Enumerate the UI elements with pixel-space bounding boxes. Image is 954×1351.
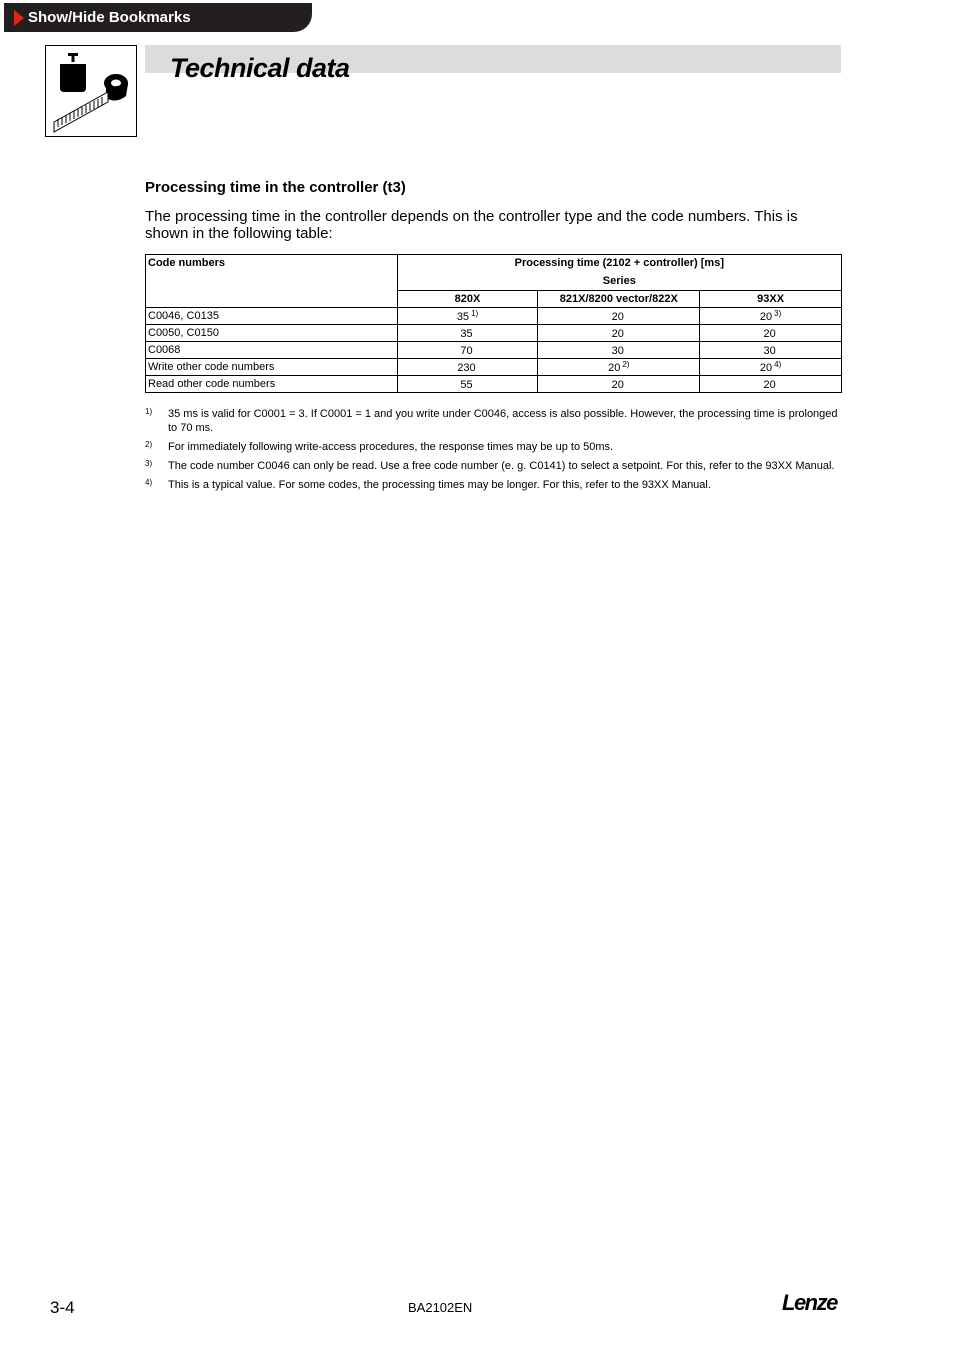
footnote: [145, 407, 845, 435]
processing-time-header: Processing time (2102 + controller) [ms]: [397, 255, 841, 272]
footnote-text: This is a typical value. For some codes, the processing times may be longer. For this, refer to the 93XX Manual.: [168, 479, 711, 491]
code-numbers-header: Code numbers: [146, 255, 398, 308]
value-cell: 230: [397, 359, 538, 376]
document-id: BA2102EN: [408, 1300, 473, 1315]
value-cell: 30: [538, 342, 700, 359]
value-cell: 70: [397, 342, 538, 359]
value-cell: 20: [538, 308, 700, 325]
column-header: 821X/8200 vector/822X: [538, 291, 700, 308]
footnote: [145, 440, 845, 454]
page-number: 3-4: [50, 1298, 75, 1317]
column-header: 93XX: [700, 291, 842, 308]
code-cell: Write other code numbers: [146, 359, 398, 376]
footnote-mark: 3): [145, 459, 153, 468]
value-cell: 20 $^{3)}$: [700, 308, 842, 325]
value-cell: 20: [538, 325, 700, 342]
table-row: [146, 325, 842, 342]
column-header: 820X: [397, 291, 538, 308]
code-cell: C0046, C0135: [146, 308, 398, 325]
table-row: [146, 376, 842, 393]
value-cell: 20 $^{4)}$: [700, 359, 842, 376]
footnote: [145, 459, 845, 473]
footnote-mark: 2): [145, 440, 153, 449]
brand-logo: Lenze: [782, 1290, 837, 1315]
code-cell: C0050, C0150: [146, 325, 398, 342]
footnote-mark: 4): [145, 478, 153, 487]
value-cell: 20 $^{2)}$: [538, 359, 700, 376]
triangle-arrow-icon: [14, 10, 24, 26]
footnote: [145, 478, 845, 492]
value-cell: 20: [700, 376, 842, 393]
footnote-text: The code number C0046 can only be read. Use a free code number (e. g. C0141) to select a setpoint. For this, refer to the 93XX Manual.: [168, 460, 835, 472]
value-cell: 35: [397, 325, 538, 342]
footnotes: [145, 407, 845, 497]
value-cell: 30: [700, 342, 842, 359]
weight-measure-icon: [45, 45, 137, 137]
code-cell: Read other code numbers: [146, 376, 398, 393]
section-heading: Processing time in the controller (t3): [145, 179, 406, 196]
processing-time-table: [145, 254, 842, 393]
value-cell: 20: [700, 325, 842, 342]
show-hide-bookmarks-button[interactable]: [4, 3, 312, 32]
code-cell: C0068: [146, 342, 398, 359]
footnote-text: 35 ms is valid for C0001 = 3. If C0001 = 1 and you write under C0046, access is also possible. However, the processing time is prolonged to 70 ms.: [168, 408, 838, 434]
table-row: [146, 359, 842, 376]
table-row: [146, 308, 842, 325]
table-row: [146, 342, 842, 359]
page-title: Technical data: [170, 53, 350, 83]
footnote-mark: 1): [145, 407, 153, 416]
footnote-text: For immediately following write-access procedures, the response times may be up to 50ms.: [168, 441, 614, 453]
series-header: Series: [397, 272, 841, 291]
value-cell: 35 $^{1)}$: [397, 308, 538, 325]
value-cell: 55: [397, 376, 538, 393]
bookmark-label: Show/Hide Bookmarks: [28, 9, 191, 26]
value-cell: 20: [538, 376, 700, 393]
intro-paragraph: The processing time in the controller depends on the controller type and the code numbers. This is shown in the following table:: [145, 208, 798, 242]
